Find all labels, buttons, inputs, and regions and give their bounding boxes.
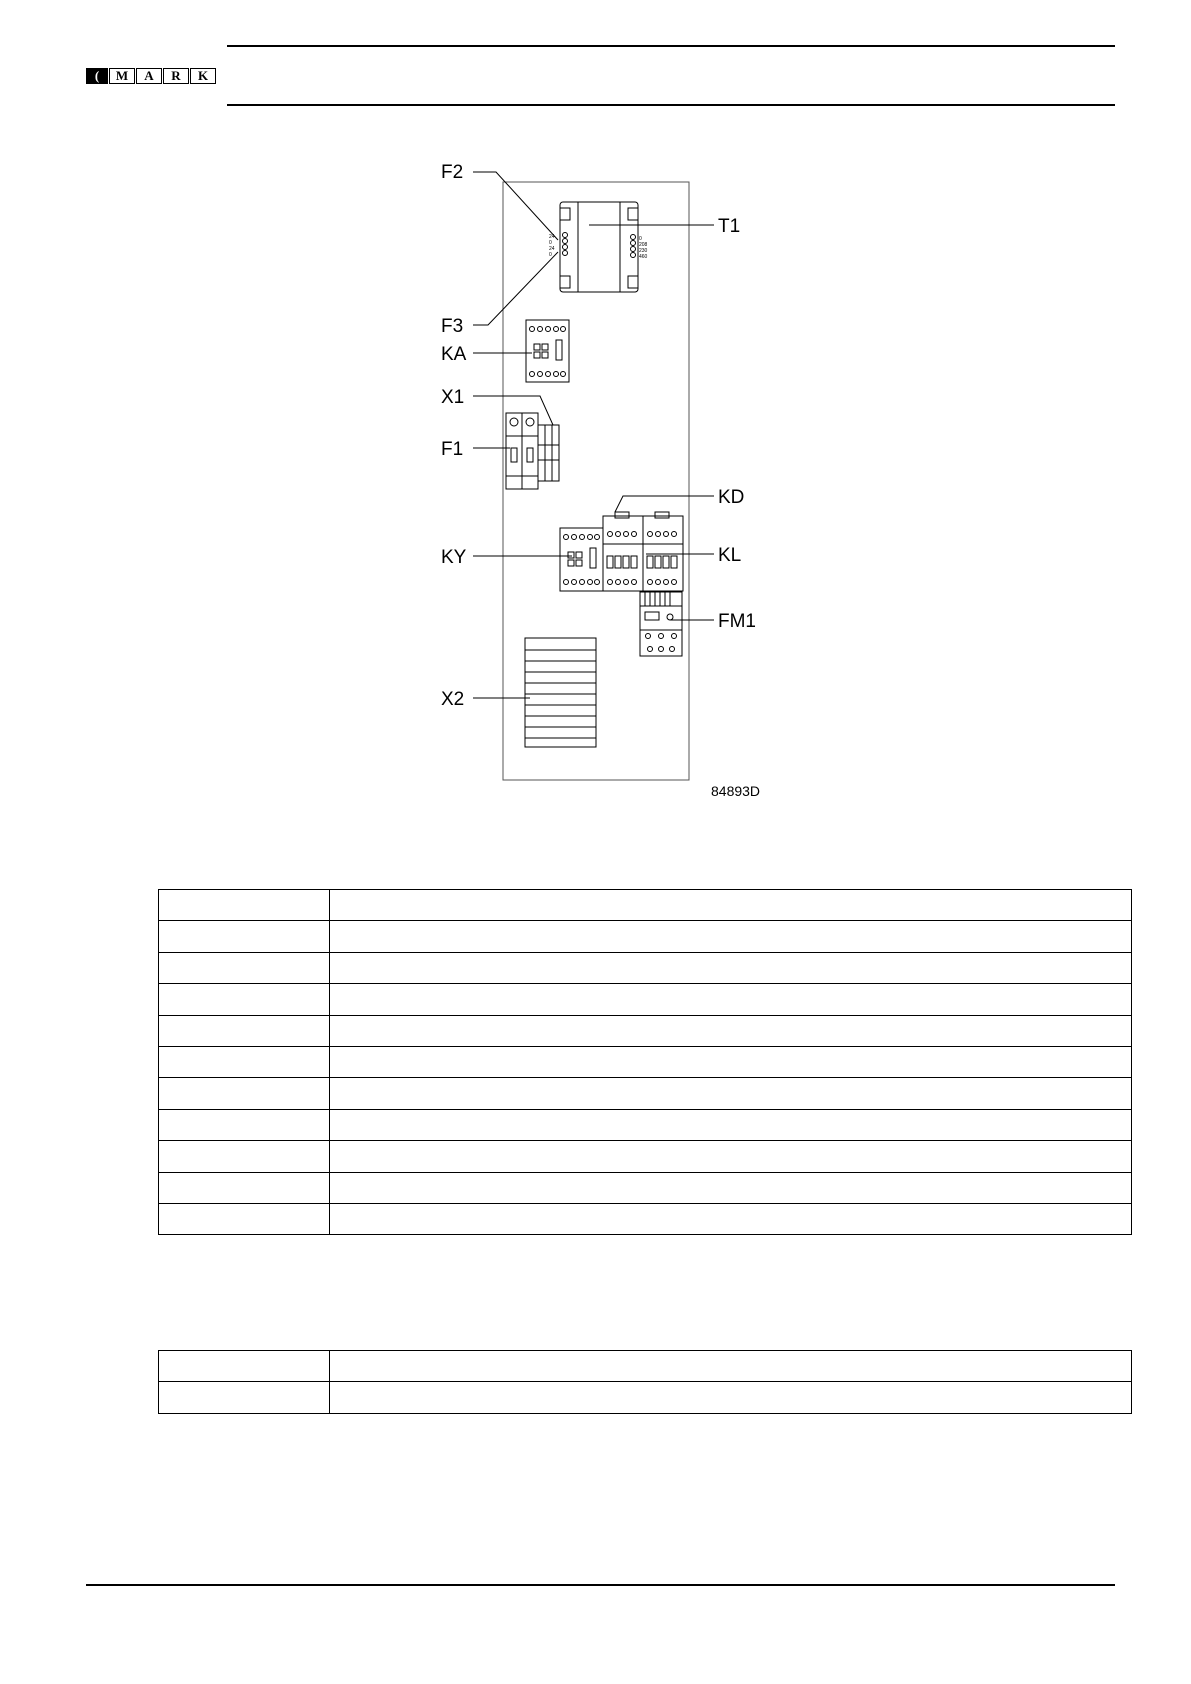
- table-row: [159, 1382, 1132, 1413]
- leader-line-f3: [473, 252, 558, 325]
- contactor-kl: [643, 512, 683, 591]
- label-ky: KY: [441, 547, 467, 568]
- transformer-terminal-label: 0: [549, 240, 552, 246]
- label-x2: X2: [441, 689, 465, 710]
- table-cell: [330, 1015, 1132, 1046]
- table-row: [159, 1078, 1132, 1109]
- table-cell: [159, 1351, 330, 1382]
- transformer-terminal-label: 208: [639, 242, 648, 248]
- table-cell: [159, 1015, 330, 1046]
- transformer-terminal-label: 460: [639, 254, 648, 260]
- table-cell: [330, 1203, 1132, 1234]
- label-f1: F1: [441, 439, 464, 460]
- label-f3: F3: [441, 316, 464, 337]
- table-cell: [330, 1172, 1132, 1203]
- logo-letter: M: [109, 68, 135, 84]
- table-cell: [159, 1382, 330, 1413]
- table-row: [159, 984, 1132, 1015]
- label-t1: T1: [718, 216, 741, 237]
- table-row: [159, 1015, 1132, 1046]
- table-cell: [159, 1141, 330, 1172]
- table-row: [159, 952, 1132, 983]
- terminal-block-x1: [538, 425, 559, 481]
- table-row: [159, 1172, 1132, 1203]
- table-row: [159, 1203, 1132, 1234]
- transformer-t1: [560, 202, 638, 292]
- leader-line-x1: [473, 396, 553, 425]
- table-cell: [330, 1078, 1132, 1109]
- transformer-terminal-label: 24: [549, 246, 555, 252]
- contactor-kd: [603, 512, 643, 591]
- logo-letter: A: [136, 68, 162, 84]
- transformer-terminal-label: 230: [639, 248, 648, 254]
- label-ka: KA: [441, 344, 467, 365]
- table-cell: [159, 890, 330, 921]
- transformer-terminal-label: 24: [549, 234, 555, 240]
- label-fm1: FM1: [718, 611, 756, 632]
- table-cell: [159, 1172, 330, 1203]
- logo-emblem-icon: (: [86, 68, 108, 84]
- table-cell: [330, 1141, 1132, 1172]
- table-cell: [330, 1109, 1132, 1140]
- cabinet-layout-diagram: [0, 0, 1191, 820]
- table-cell: [159, 1078, 330, 1109]
- label-f2: F2: [441, 162, 464, 183]
- table-row: [159, 1351, 1132, 1382]
- footer-rule: [86, 1584, 1115, 1586]
- table-cell: [159, 1046, 330, 1077]
- table-cell: [330, 1351, 1132, 1382]
- contactor-ky: [560, 528, 603, 591]
- table-cell: [159, 1109, 330, 1140]
- leader-line-kd: [615, 496, 714, 512]
- table-cell: [159, 952, 330, 983]
- label-x1: X1: [441, 387, 465, 408]
- table-row: [159, 921, 1132, 952]
- table-cell: [330, 952, 1132, 983]
- table-cell: [330, 1046, 1132, 1077]
- table-cell: [159, 1203, 330, 1234]
- table-row: [159, 1046, 1132, 1077]
- label-kd: KD: [718, 487, 745, 508]
- legend-table: [158, 889, 1132, 1235]
- overload-relay-fm1: [640, 592, 682, 656]
- contactor-ka: [526, 320, 569, 382]
- logo-letter: K: [190, 68, 216, 84]
- figure-id: 84893D: [711, 783, 761, 799]
- logo-letter: R: [163, 68, 189, 84]
- table-cell: [159, 921, 330, 952]
- table-row: [159, 890, 1132, 921]
- table-cell: [330, 890, 1132, 921]
- transformer-terminal-label: 0: [639, 236, 642, 242]
- circuit-breaker-f1: [506, 413, 538, 489]
- table-cell: [159, 984, 330, 1015]
- table-cell: [330, 921, 1132, 952]
- terminal-strip-x2: [525, 638, 596, 747]
- table-row: [159, 1109, 1132, 1140]
- secondary-table: [158, 1350, 1132, 1414]
- transformer-terminal-label: 0: [549, 252, 552, 258]
- label-kl: KL: [718, 545, 742, 566]
- table-cell: [330, 1382, 1132, 1413]
- table-row: [159, 1141, 1132, 1172]
- table-cell: [330, 984, 1132, 1015]
